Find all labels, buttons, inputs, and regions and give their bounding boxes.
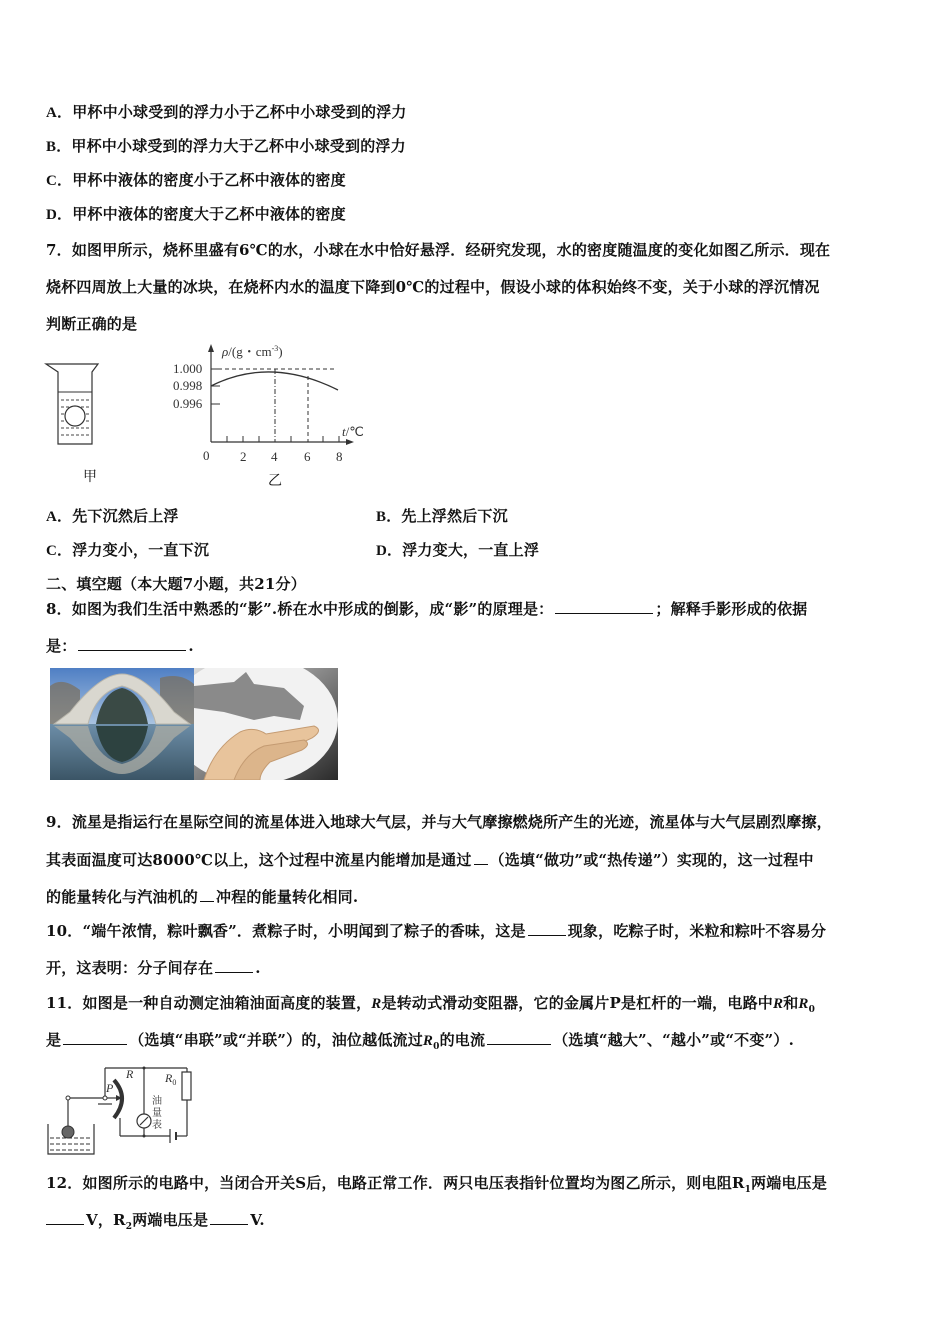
text: 和 (783, 994, 799, 1012)
density-chart (160, 340, 380, 490)
svg-text:量: 量 (152, 1108, 162, 1119)
q8-photos (50, 668, 338, 780)
option-label: D． (376, 543, 403, 559)
q9-stem-line3 (46, 887, 358, 907)
svg-text:t/℃: t/℃ (342, 424, 364, 439)
symbol-r: R (772, 996, 784, 1012)
q12-stem-line2 (46, 1210, 265, 1237)
symbol-r0: R (422, 1033, 434, 1049)
text: 冲程的能量转化相同. (216, 888, 359, 906)
svg-text:2: 2 (240, 449, 247, 464)
text: 的电流 (439, 1031, 486, 1049)
text: 现象，吃粽子时，米粒和粽叶不容易分 (567, 922, 827, 940)
q9-stem-line2 (46, 850, 814, 870)
answer-blank[interactable] (528, 921, 566, 936)
svg-text:1.000: 1.000 (173, 361, 203, 376)
text: 是： (46, 637, 77, 655)
text: 的能量转化与汽油机的 (46, 888, 199, 906)
text: 11．如图是一种自动测定油箱油面高度的装置， (46, 994, 372, 1012)
q12-stem-line1 (46, 1173, 827, 1200)
q7-option-d (376, 540, 539, 561)
q7-option-b (376, 506, 508, 527)
svg-text:0: 0 (203, 448, 210, 463)
q8-stem-line2 (46, 636, 194, 656)
option-text: 先下沉然后上浮 (72, 507, 179, 525)
option-label: B． (46, 139, 72, 155)
q11-stem-line1 (46, 993, 815, 1020)
text: V，R (86, 1211, 126, 1229)
q11-stem-line2 (46, 1030, 794, 1057)
option-text: 先上浮然后下沉 (401, 507, 508, 525)
q10-stem-line1 (46, 921, 826, 941)
q7-stem-line3: 判断正确的是 (46, 315, 138, 333)
hand-shadow-photo (194, 668, 338, 780)
option-label: A． (46, 509, 73, 525)
q6-option-a (46, 102, 407, 123)
svg-text:4: 4 (271, 449, 278, 464)
option-text: 甲杯中液体的密度大于乙杯中液体的密度 (72, 205, 346, 223)
text: 12．如图所示的电路中，当闭合开关S后，电路正常工作．两只电压表指针位置均为图乙所示，则电阻R (46, 1174, 745, 1192)
option-text: 浮力变大，一直上浮 (402, 541, 540, 559)
bridge-reflection-photo (50, 668, 194, 780)
text: （选填“越大”、“越小”或“不变”）. (553, 1031, 795, 1049)
text: 8．如图为我们生活中熟悉的“影”.桥在水中形成的倒影，成“影”的原理是： (46, 600, 554, 618)
subscript: 1 (744, 1185, 752, 1195)
oil-gauge-circuit (44, 1058, 204, 1158)
text: 是 (46, 1031, 62, 1049)
option-text: 甲杯中小球受到的浮力小于乙杯中小球受到的浮力 (72, 103, 407, 121)
text: 开，这表明：分子间存在 (46, 959, 214, 977)
q10-stem-line2 (46, 958, 261, 978)
q9-stem-line1: 9．流星是指运行在星际空间的流星体进入地球大气层，并与大气摩擦燃烧所产生的光迹，流星体与大气层剧烈摩擦， (46, 813, 832, 831)
text: （选填“串联”或“并联”）的，油位越低流过 (129, 1031, 423, 1049)
answer-blank[interactable] (555, 599, 653, 614)
answer-blank[interactable] (63, 1030, 127, 1045)
q7-stem-line1: 7．如图甲所示，烧杯里盛有6℃的水，小球在水中恰好悬浮．经研究发现，水的密度随温度的变化如图乙所示．现在 (46, 241, 831, 259)
svg-text:R: R (126, 1067, 134, 1081)
symbol-r0: R (798, 996, 809, 1012)
q8-stem-line1 (46, 599, 807, 619)
answer-blank[interactable] (78, 636, 186, 651)
text: 两端电压是 (132, 1211, 209, 1229)
q7-option-a (46, 506, 179, 527)
symbol-r: R (371, 996, 382, 1012)
answer-blank[interactable] (215, 958, 253, 973)
subscript: 0 (808, 1005, 816, 1015)
text: 10．“端午浓情，粽叶飘香”．煮粽子时，小明闻到了粽子的香味，这是 (46, 922, 526, 940)
option-label: A． (46, 105, 73, 121)
option-text: 浮力变小，一直下沉 (72, 541, 210, 559)
figure-jia-caption: 甲 (83, 469, 97, 485)
section-heading: 二、填空题（本大题7小题，共21分） (46, 575, 306, 593)
answer-blank[interactable] (210, 1210, 248, 1225)
q6-option-b (46, 136, 406, 157)
option-label: C． (46, 543, 73, 559)
figure-yi-caption: 乙 (268, 473, 282, 489)
option-label: D． (46, 207, 73, 223)
answer-blank[interactable] (46, 1210, 84, 1225)
subscript: 0 (433, 1042, 440, 1052)
svg-text:R0: $R_0$ (165, 1071, 177, 1087)
q6-option-d (46, 204, 346, 225)
float-ball-icon (62, 1126, 74, 1138)
svg-text:0.996: 0.996 (173, 396, 203, 411)
svg-text:P: P (106, 1081, 114, 1095)
text: 两端电压是 (751, 1174, 828, 1192)
text: . (188, 637, 194, 655)
q7-stem-line2: 烧杯四周放上大量的冰块，在烧杯内水的温度下降到0℃的过程中，假设小球的体积始终不变，关于小球的浮沉情况 (46, 278, 820, 296)
svg-text:0.998: 0.998 (173, 378, 203, 393)
ball-icon (65, 406, 85, 426)
text: 是转动式滑动变阻器，它的金属片P是杠杆的一端，电路中 (381, 994, 773, 1012)
answer-blank[interactable] (200, 887, 214, 902)
option-text: 甲杯中小球受到的浮力大于乙杯中小球受到的浮力 (71, 137, 406, 155)
answer-blank[interactable] (487, 1030, 551, 1045)
text: 其表面温度可达8000℃以上，这个过程中流星内能增加是通过 (46, 851, 472, 869)
subscript: 2 (125, 1222, 133, 1232)
q7-option-c (46, 540, 209, 561)
beaker-figure (44, 362, 104, 448)
svg-text:ρ/(g・cm-3): ρ/(g・$cm^{-3}$) (222, 344, 283, 359)
text: . (255, 959, 261, 977)
svg-text:8: 8 (336, 449, 343, 464)
answer-blank[interactable] (474, 850, 488, 865)
option-label: B． (376, 509, 402, 525)
text: ；解释手影形成的依据 (655, 600, 808, 618)
text: V. (250, 1211, 265, 1229)
svg-text:6: 6 (304, 449, 311, 464)
q6-option-c (46, 170, 346, 191)
svg-text:表: 表 (152, 1120, 162, 1131)
svg-text:油: 油 (152, 1096, 162, 1107)
text: （选填“做功”或“热传递”）实现的，这一过程中 (489, 851, 814, 869)
option-text: 甲杯中液体的密度小于乙杯中液体的密度 (72, 171, 346, 189)
option-label: C． (46, 173, 73, 189)
